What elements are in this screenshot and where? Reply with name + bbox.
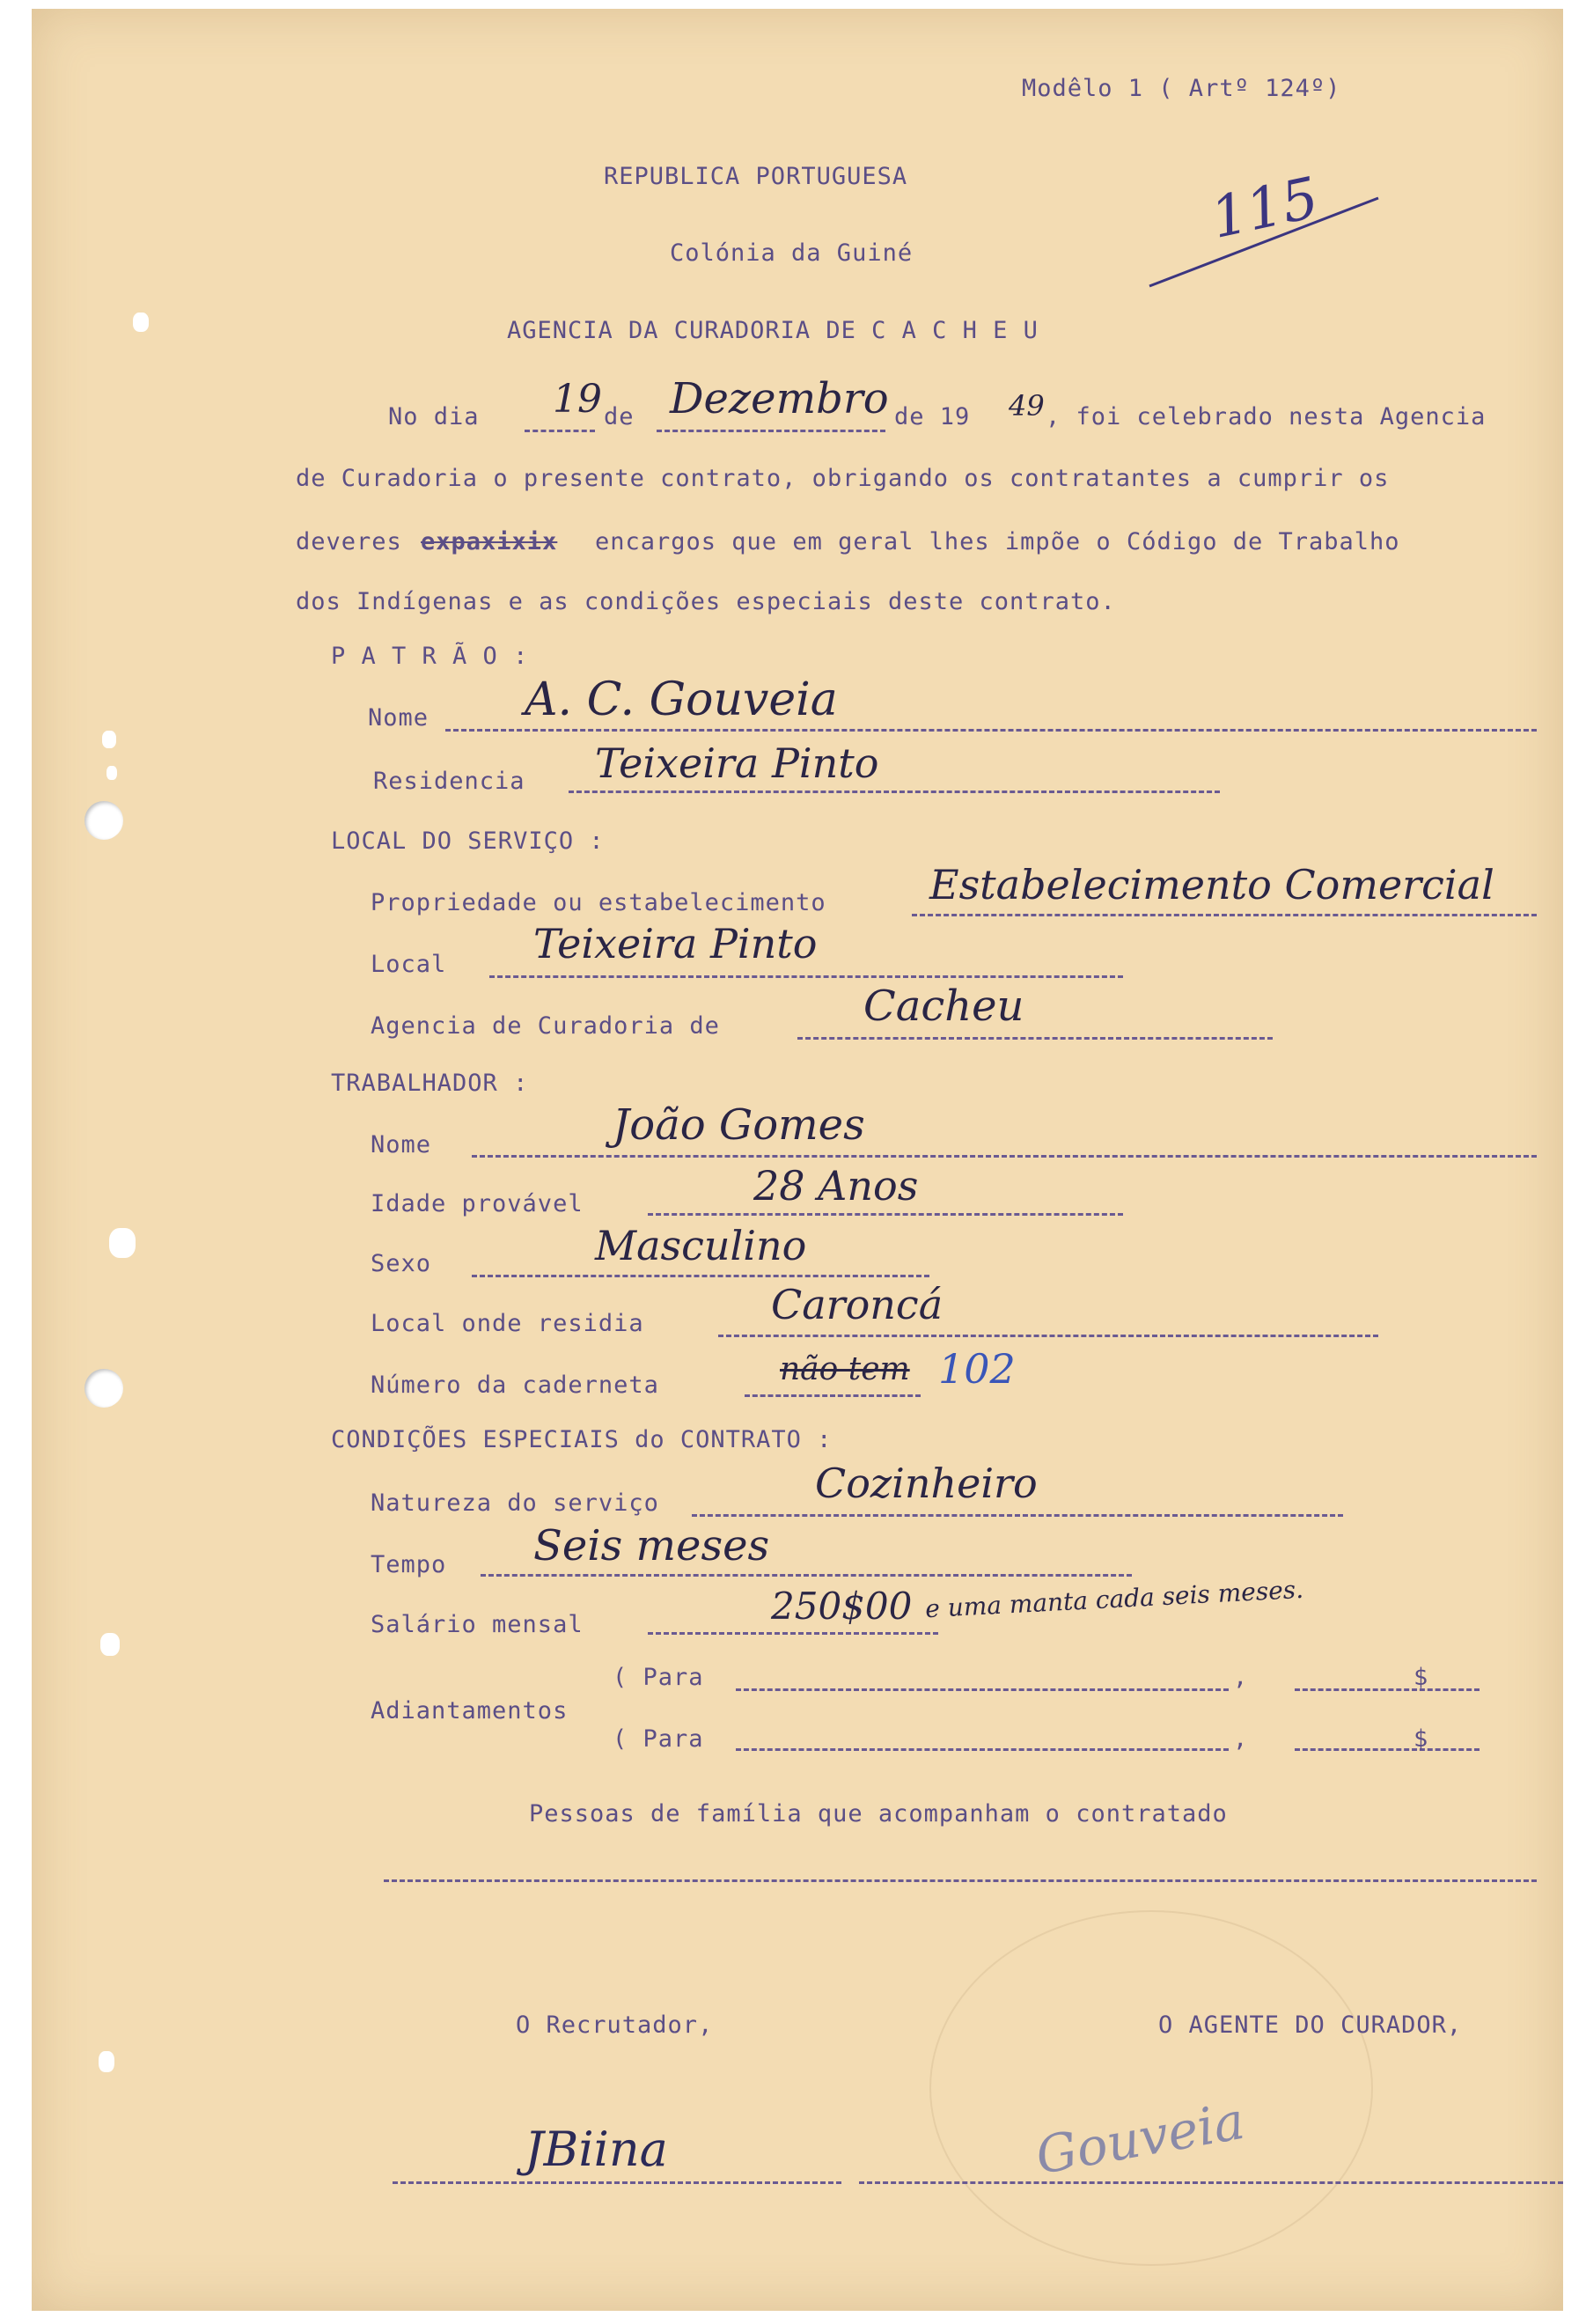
intro-line3-b: encargos que em geral lhes impõe o Código de Trabalho (595, 528, 1400, 555)
local-label: Local (371, 951, 447, 978)
intro-de1: de (604, 403, 635, 430)
paper-damage (99, 2051, 114, 2072)
salario-value: 250$00 (771, 1585, 913, 1628)
para-label-2: ( Para (613, 1725, 704, 1753)
para-comma-2: , (1233, 1725, 1249, 1753)
trabalhador-heading: TRABALHADOR : (331, 1070, 529, 1097)
idade-line (648, 1213, 1123, 1216)
sexo-value: Masculino (595, 1222, 807, 1269)
natureza-label: Natureza do serviço (371, 1489, 659, 1517)
para-line-1 (736, 1688, 1229, 1691)
intro-line4: dos Indígenas e as condições especiais deste contrato. (296, 588, 1116, 615)
paper-damage (109, 1228, 136, 1258)
patrao-heading: P A T R Ã O : (331, 643, 529, 670)
agente-label: O AGENTE DO CURADOR, (1158, 2011, 1463, 2039)
residia-line (718, 1335, 1378, 1337)
para-comma-1: , (1233, 1664, 1249, 1691)
local-value: Teixeira Pinto (533, 920, 818, 967)
tempo-label: Tempo (371, 1551, 447, 1578)
condicoes-heading: CONDIÇÕES ESPECIAIS do CONTRATO : (331, 1426, 833, 1453)
intro-month-line (657, 430, 885, 432)
recrutador-signature: JBiina (525, 2122, 668, 2177)
salario-note: e uma manta cada seis meses. (924, 1574, 1304, 1624)
recrutador-signature-line (393, 2181, 841, 2184)
intro-day-line (525, 430, 595, 432)
local-line (489, 975, 1123, 978)
caderneta-struck: não tem (780, 1351, 910, 1387)
para-currency-1: $ (1413, 1664, 1429, 1691)
idade-value: 28 Anos (753, 1162, 919, 1210)
agente-signature-line (859, 2181, 1563, 2184)
punch-hole (84, 801, 123, 840)
embossed-seal (929, 1910, 1373, 2266)
colony-heading: Colónia da Guiné (670, 239, 914, 267)
file-number-stroke (1132, 180, 1396, 304)
document-sheet (32, 9, 1563, 2311)
punch-hole (84, 1369, 123, 1408)
para-line-2 (736, 1748, 1229, 1751)
local-servico-heading: LOCAL DO SERVIÇO : (331, 827, 605, 855)
para-amount-line-2 (1295, 1748, 1480, 1751)
natureza-line (692, 1514, 1343, 1517)
sexo-line (472, 1275, 929, 1277)
caderneta-value: 102 (938, 1345, 1016, 1393)
tempo-value: Seis meses (533, 1521, 770, 1570)
salario-label: Salário mensal (371, 1611, 584, 1638)
propriedade-label: Propriedade ou estabelecimento (371, 889, 826, 916)
residia-value: Caroncá (771, 1281, 944, 1328)
trabalhador-nome-label: Nome (371, 1131, 432, 1158)
agency-heading: AGENCIA DA CURADORIA DE C A C H E U (507, 317, 1039, 344)
propriedade-line (912, 914, 1537, 916)
country-heading: REPUBLICA PORTUGUESA (604, 163, 908, 190)
intro-year: 49 (1009, 389, 1045, 423)
caderneta-label: Número da caderneta (371, 1372, 659, 1399)
trabalhador-nome-value: João Gomes (613, 1100, 865, 1150)
intro-line3-a: deveres (296, 528, 402, 555)
agencia-value: Cacheu (863, 982, 1024, 1031)
patrao-nome-line (445, 729, 1537, 732)
intro-month: Dezembro (670, 374, 889, 423)
propriedade-value: Estabelecimento Comercial (929, 861, 1494, 908)
patrao-residencia-value: Teixeira Pinto (595, 739, 879, 787)
familia-label: Pessoas de família que acompanham o contratado (529, 1800, 1228, 1828)
paper-damage (100, 1633, 120, 1656)
idade-label: Idade provável (371, 1190, 584, 1217)
para-currency-2: $ (1413, 1725, 1429, 1753)
paper-damage (106, 766, 117, 780)
patrao-nome-value: A. C. Gouveia (525, 673, 838, 726)
intro-de2: de 19 (894, 403, 971, 430)
sexo-label: Sexo (371, 1250, 432, 1277)
intro-prefix: No dia (388, 403, 480, 430)
paper-damage (133, 313, 149, 332)
tempo-line (481, 1574, 1132, 1577)
recrutador-label: O Recrutador, (516, 2011, 714, 2039)
agencia-label: Agencia de Curadoria de (371, 1012, 720, 1040)
residia-label: Local onde residia (371, 1310, 644, 1337)
caderneta-line (745, 1394, 921, 1397)
intro-line3-struck: expaxixix (421, 528, 558, 555)
salario-line (648, 1632, 938, 1635)
adiantamentos-label: Adiantamentos (371, 1697, 569, 1725)
agencia-line (797, 1037, 1273, 1040)
para-label-1: ( Para (613, 1664, 704, 1691)
trabalhador-nome-line (472, 1155, 1537, 1158)
patrao-residencia-line (569, 791, 1220, 793)
patrao-nome-label: Nome (368, 704, 430, 732)
patrao-residencia-label: Residencia (373, 768, 525, 795)
intro-line1-rest: , foi celebrado nesta Agencia (1046, 403, 1487, 430)
agente-signature: Gouveia (1031, 2090, 1249, 2187)
para-amount-line-1 (1295, 1688, 1480, 1691)
intro-line2: de Curadoria o presente contrato, obrigando os contratantes a cumprir os (296, 465, 1390, 492)
paper-damage (102, 731, 116, 748)
intro-day: 19 (553, 377, 602, 422)
natureza-value: Cozinheiro (815, 1460, 1038, 1507)
model-reference: Modêlo 1 ( Artº 124º) (1022, 75, 1341, 102)
familia-line (384, 1879, 1537, 1882)
file-number: 115 (1205, 165, 1325, 252)
